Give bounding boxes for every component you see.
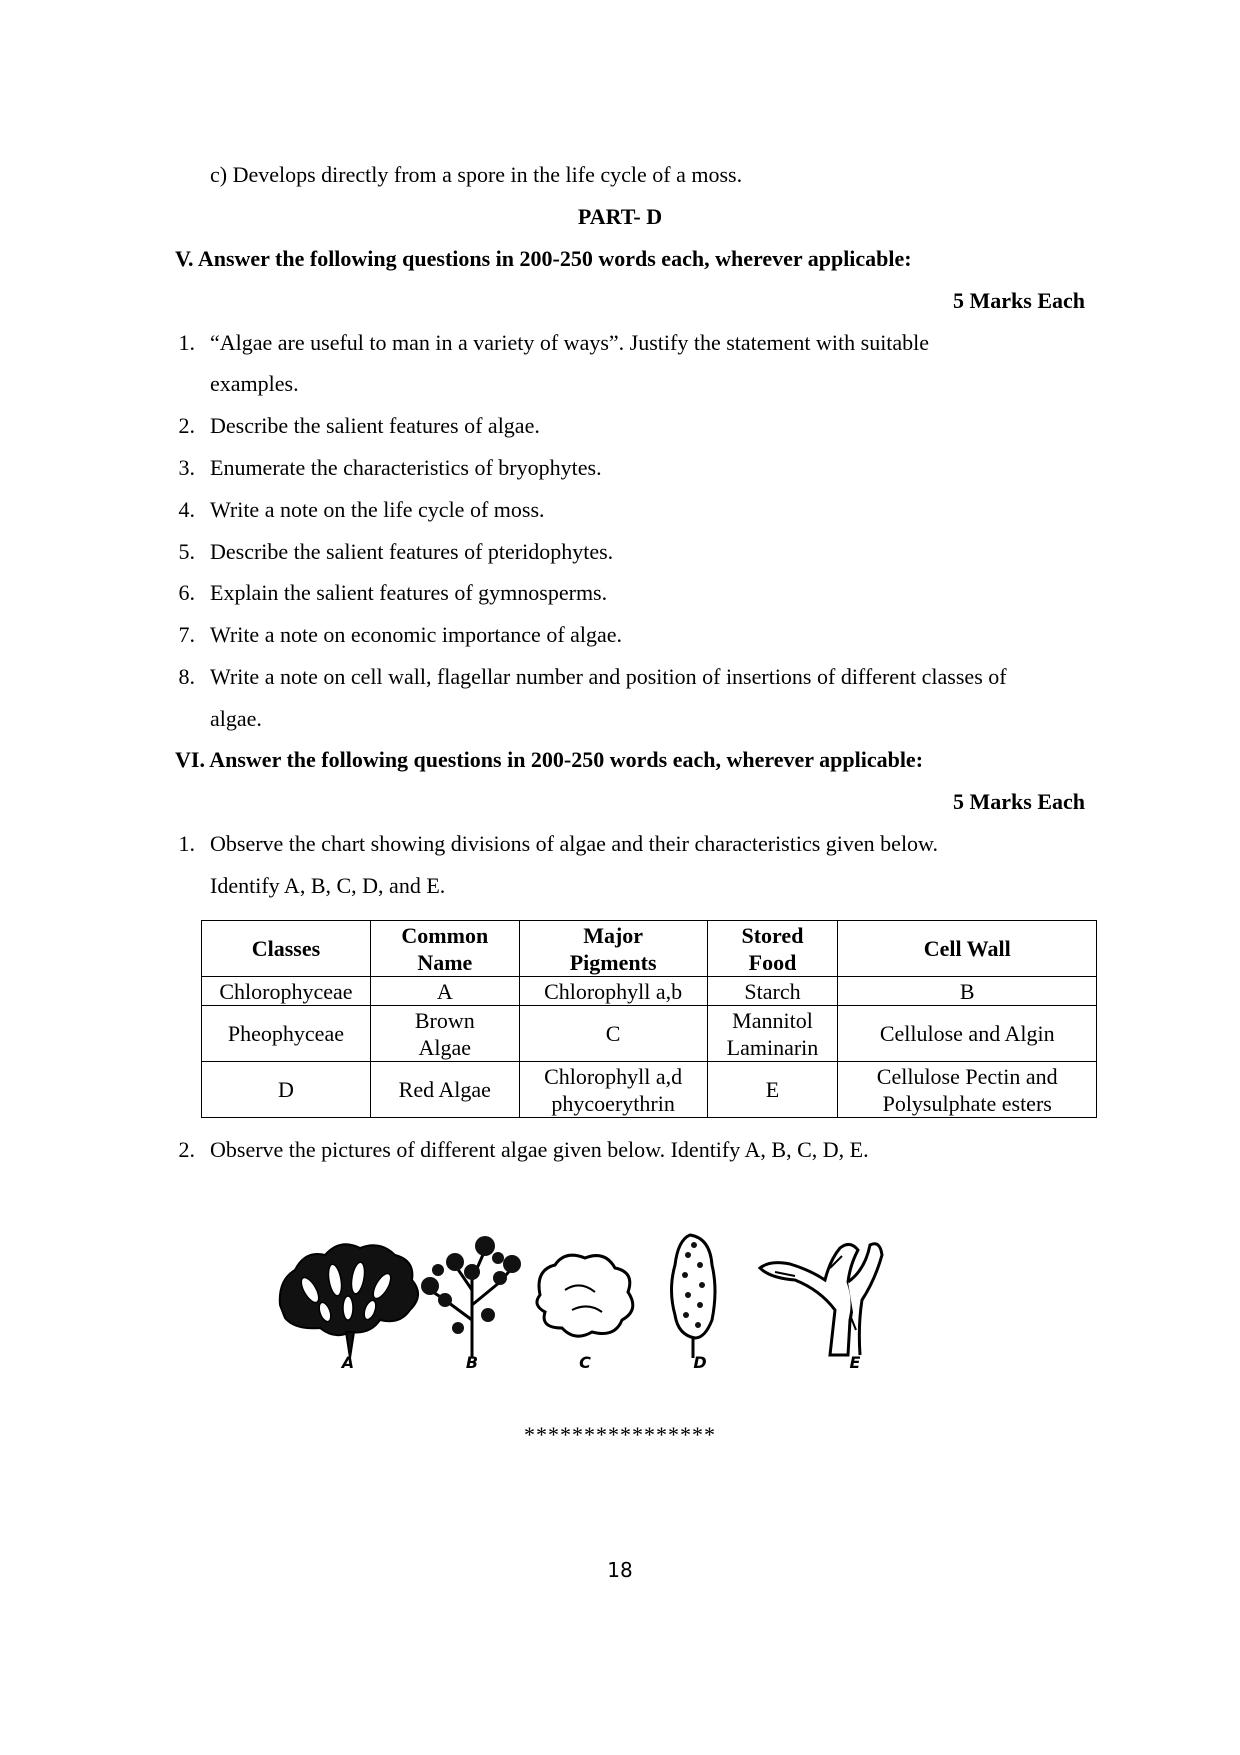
question-text: Write a note on economic importance of algae. bbox=[210, 622, 623, 647]
section-6-marks: 5 Marks Each bbox=[953, 789, 1085, 814]
header-cell: Classes bbox=[202, 921, 371, 977]
question-text: “Algae are useful to man in a variety of ways”. Justify the statement with suitable bbox=[210, 330, 930, 355]
intro-line: c) Develops directly from a spore in the life cycle of a moss. bbox=[210, 162, 743, 187]
table-header-row bbox=[202, 921, 1097, 977]
table-cell: Mannitol Laminarin bbox=[707, 1006, 838, 1062]
question-number: 7. bbox=[178, 622, 195, 647]
table-cell: Red Algae bbox=[370, 1062, 519, 1118]
table-cell: Brown Algae bbox=[370, 1006, 519, 1062]
table-cell: Chlorophyll a,b bbox=[519, 977, 707, 1006]
table-cell: C bbox=[519, 1006, 707, 1062]
table-cell: A bbox=[370, 977, 519, 1006]
question-number: 4. bbox=[178, 497, 195, 522]
table-cell: Cellulose and Algin bbox=[838, 1006, 1097, 1062]
question-number: 6. bbox=[178, 580, 195, 605]
question-text-continued: Identify A, B, C, D, and E. bbox=[210, 873, 446, 898]
question-number: 1. bbox=[178, 831, 195, 856]
question-number: 8. bbox=[178, 664, 195, 689]
algae-figure-d bbox=[672, 1235, 716, 1358]
algae-figure-e bbox=[760, 1244, 882, 1355]
question-text: Observe the pictures of different algae given below. Identify A, B, C, D, E. bbox=[210, 1137, 869, 1162]
section-6-heading: VI. Answer the following questions in 200-250 words each, wherever applicable: bbox=[175, 747, 924, 772]
question-text: Enumerate the characteristics of bryophytes. bbox=[210, 455, 602, 480]
algae-figure-b bbox=[421, 1236, 521, 1358]
question-text-continued: algae. bbox=[210, 706, 262, 731]
table-cell: Pheophyceae bbox=[202, 1006, 371, 1062]
table-cell: Cellulose Pectin and Polysulphate esters bbox=[838, 1062, 1097, 1118]
end-stars: **************** bbox=[524, 1422, 716, 1447]
header-cell: Common Name bbox=[370, 921, 519, 977]
table-row bbox=[202, 1006, 1097, 1062]
algae-figures bbox=[250, 1220, 1010, 1370]
table-cell: E bbox=[707, 1062, 838, 1118]
figure-label-d: D bbox=[693, 1353, 707, 1370]
page-number: 18 bbox=[607, 1558, 633, 1582]
figure-label-e: E bbox=[849, 1353, 861, 1370]
question-text: Explain the salient features of gymnosperms. bbox=[210, 580, 608, 605]
question-text: Write a note on the life cycle of moss. bbox=[210, 497, 545, 522]
header-cell: Stored Food bbox=[707, 921, 838, 977]
table-cell: Starch bbox=[707, 977, 838, 1006]
table-cell: D bbox=[202, 1062, 371, 1118]
question-number: 1. bbox=[178, 330, 195, 355]
figure-label-c: C bbox=[579, 1353, 591, 1370]
table-cell: B bbox=[838, 977, 1097, 1006]
question-text: Write a note on cell wall, flagellar number and position of insertions of different classes of bbox=[210, 664, 1007, 689]
part-title: PART- D bbox=[577, 204, 663, 229]
table-cell: Chlorophyceae bbox=[202, 977, 371, 1006]
question-number: 3. bbox=[178, 455, 195, 480]
algae-figure-c bbox=[537, 1255, 633, 1336]
header-cell: Cell Wall bbox=[838, 921, 1097, 977]
header-cell: Major Pigments bbox=[519, 921, 707, 977]
section-5-marks: 5 Marks Each bbox=[953, 288, 1085, 313]
question-number: 2. bbox=[178, 413, 195, 438]
algae-divisions-table bbox=[201, 920, 1097, 1118]
question-text: Describe the salient features of algae. bbox=[210, 413, 540, 438]
table-cell: Chlorophyll a,d phycoerythrin bbox=[519, 1062, 707, 1118]
question-number: 2. bbox=[178, 1137, 195, 1162]
figure-label-a: A bbox=[341, 1353, 355, 1370]
question-number: 5. bbox=[178, 539, 195, 564]
algae-figure-a bbox=[280, 1244, 418, 1358]
question-text-continued: examples. bbox=[210, 371, 299, 396]
figure-label-b: B bbox=[465, 1353, 479, 1370]
question-text: Observe the chart showing divisions of algae and their characteristics given below. bbox=[210, 831, 939, 856]
question-text: Describe the salient features of pteridophytes. bbox=[210, 539, 614, 564]
section-5-heading: V. Answer the following questions in 200-250 words each, wherever applicable: bbox=[175, 246, 912, 271]
table-row bbox=[202, 977, 1097, 1006]
table-row bbox=[202, 1062, 1097, 1118]
